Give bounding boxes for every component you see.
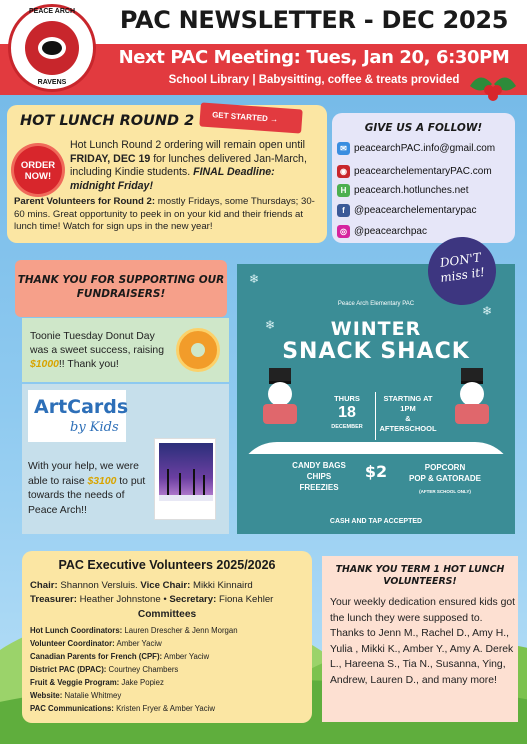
poster-title-line2: SNACK SHACK: [282, 339, 470, 364]
art-card-painting: [154, 438, 216, 520]
poster-org: Peace Arch Elementary PAC: [337, 301, 415, 307]
snowman-icon: [451, 368, 493, 428]
hot-lunch-title: HOT LUNCH ROUND 2: [20, 113, 195, 129]
get-started-button[interactable]: GET STARTED →: [199, 102, 302, 133]
committee-row: Hot Lunch Coordinators: Lauren Drescher & Jenn Morgan: [30, 626, 238, 635]
instagram-link[interactable]: ◎ @peacearchpac: [337, 223, 515, 239]
snack-shack-poster: [237, 264, 515, 534]
snowflake-icon: ❄: [482, 304, 493, 318]
school-logo: [8, 4, 96, 92]
final-deadline: FINAL Deadline: midnight Friday!: [70, 166, 275, 192]
tree-silhouettes-icon: [159, 469, 213, 501]
artcards-text: With your help, we were able to raise $3100 to put towards the needs of Peace Arch!!: [28, 461, 146, 516]
logo-text-top: PEACE ARCH: [28, 8, 76, 15]
donut-day-card: [22, 318, 229, 382]
order-deadline-date: FRIDAY, DEC 19: [70, 152, 151, 165]
fundraisers-banner: [15, 260, 227, 317]
snowflake-icon: ❄: [249, 272, 260, 286]
snowflake-icon: ❄: [265, 318, 276, 332]
volunteers-title: THANK YOU TERM 1 HOT LUNCH VOLUNTEERS!: [335, 564, 505, 587]
payment-note: CASH AND TAP ACCEPTED: [329, 518, 423, 525]
snack-price: $2: [364, 462, 388, 481]
hot-lunch-body: Hot Lunch Round 2 ordering will remain open until FRIDAY, DEC 19 for lunches delivered Jan-March, including Kindie students. FINAL Deadline: midnight Friday!: [70, 139, 307, 192]
instagram-icon: ◎: [337, 225, 350, 238]
website-icon: ◉: [337, 165, 350, 178]
dont-miss-it-sticker: DON'T miss it!: [424, 233, 501, 310]
donut-amount: $1000: [30, 359, 59, 370]
artcards-logo: ArtCards by Kids: [28, 390, 126, 442]
facebook-link[interactable]: f @peacearchelementarypac: [337, 202, 515, 218]
artcards-amount: $3100: [87, 475, 117, 487]
committee-row: Fruit & Veggie Program: Jake Popiez: [30, 678, 164, 687]
committee-row: Website: Natalie Whitmey: [30, 691, 122, 700]
follow-title: GIVE US A FOLLOW!: [364, 122, 483, 134]
social-links-card: [332, 113, 515, 243]
hot-lunch-link[interactable]: H peacearch.hotlunches.net: [337, 182, 515, 198]
email-icon: ✉: [337, 142, 350, 155]
donut-day-text: Toonie Tuesday Donut Day was a sweet success, raising $1000!! Thank you!: [30, 331, 164, 370]
volunteers-text: Your weekly dedication ensured kids got the lunch they were supposed to. Thanks to Jenn M., Rachel D., Amy H., Yulia , Mikki K., Amber Y., Amy A. Derek L., Hareena S., Tia N., Susanna, Ying, Andrew, Lauren D., and many more!: [330, 597, 516, 686]
donut-icon: [176, 328, 220, 372]
committees-title: Committees: [137, 609, 197, 620]
snowman-icon: [259, 368, 301, 428]
executive-officers: Treasurer: Heather Johnstone • Secretary: Fiona Kehler: [30, 594, 274, 605]
executive-card: [22, 551, 312, 723]
parent-volunteer-note: Parent Volunteers for Round 2: mostly Fridays, some Thursdays; 30-60 mins. Great opportunity to peek in on your kid and their friends at lunch time! Watch for sign ups in the new year!: [14, 196, 315, 233]
fundraisers-title: THANK YOU FOR SUPPORTING OUR FUNDRAISERS!: [17, 274, 225, 300]
snack-items-left: CANDY BAGS CHIPS FREEZIES: [292, 461, 346, 492]
after-school-note: (AFTER SCHOOL ONLY): [419, 489, 471, 494]
holly-icon: [466, 66, 520, 106]
email-link[interactable]: ✉ peacearchPAC.info@gmail.com: [337, 140, 515, 156]
newsletter-header: [0, 0, 527, 95]
order-now-badge[interactable]: ORDER NOW!: [14, 146, 62, 194]
facebook-icon: f: [337, 204, 350, 217]
snack-items-right: POPCORN POP & GATORADE: [408, 463, 481, 483]
committee-row: Canadian Parents for French (CPF): Amber Yaciw: [30, 652, 210, 661]
meeting-details: School Library | Babysitting, coffee & treats provided: [168, 74, 460, 86]
next-meeting-banner: Next PAC Meeting: Tues, Jan 20, 6:30PM: [118, 47, 510, 68]
raven-emblem: [25, 21, 79, 75]
committee-row: PAC Communications: Kristen Fryer & Amber Yaciw: [30, 704, 216, 713]
event-date: THURS 18 DECEMBER: [331, 394, 363, 430]
newsletter-title: PAC NEWSLETTER - DEC 2025: [119, 6, 509, 34]
executive-chairs: Chair: Shannon Versluis. Vice Chair: Mikki Kinnaird: [30, 580, 253, 591]
website-link[interactable]: ◉ peacearchelementaryPAC.com: [337, 163, 515, 179]
poster-divider: [375, 392, 376, 440]
hot-lunch-icon: H: [337, 184, 350, 197]
executive-title: PAC Executive Volunteers 2025/2026: [58, 558, 276, 572]
committee-row: Volunteer Coordinator: Amber Yaciw: [30, 639, 162, 648]
artcards-card: [22, 384, 229, 534]
event-time: STARTING AT 1PM & AFTERSCHOOL: [379, 394, 437, 433]
committee-row: District PAC (DPAC): Courtney Chambers: [30, 665, 179, 674]
logo-text-bottom: RAVENS: [37, 79, 67, 86]
poster-title-line1: WINTER: [330, 318, 422, 340]
volunteers-thank-you-card: [322, 556, 518, 722]
